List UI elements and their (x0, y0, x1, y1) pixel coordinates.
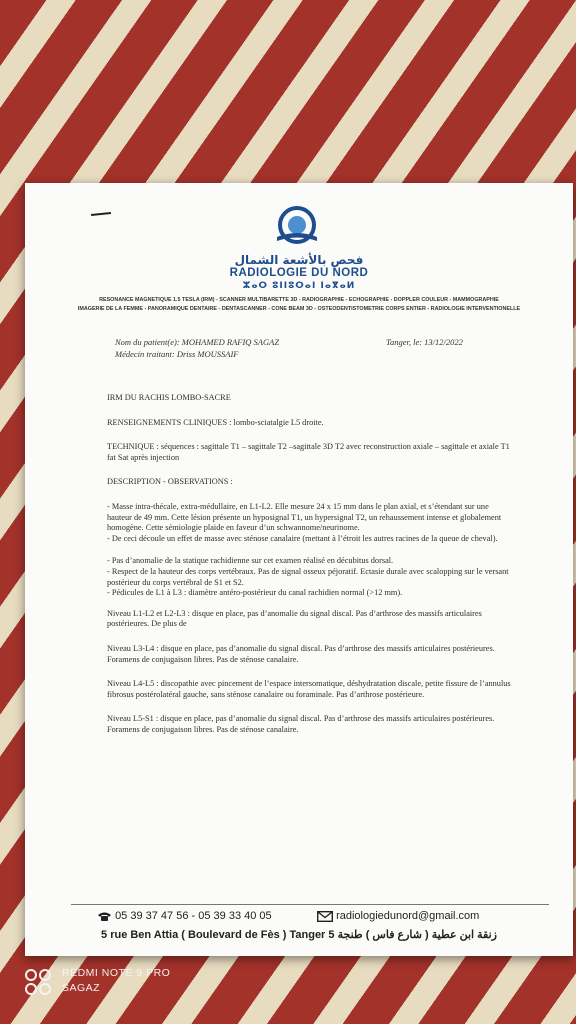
description-heading: DESCRIPTION - OBSERVATIONS : (107, 477, 233, 487)
report-title: IRM DU RACHIS LOMBO-SACRE (107, 393, 231, 402)
observation-paragraph: - Pas d’anomalie de la statique rachidienne sur cet examen réalisé en décubitus dorsal. (107, 556, 394, 566)
level-finding: Niveau L1-L2 et L2-L3 : disque en place, pas d’anomalie du signal discal. Pas d’arthrose des massifs articulaires postérieures. De plus de (107, 608, 482, 629)
report-sheet (25, 183, 573, 956)
observation-paragraph: - Respect de la hauteur des corps vertébraux. Pas de signal osseux péjoratif. Ectasie durale avec scalopping sur le versant postérieur du corps vertébral de S1 et S2. (107, 566, 509, 587)
services-line: IMAGERIE DE LA FEMME - PANORAMIQUE DENTAIRE - DENTASCANNER - CONE BEAM 3D - OSTEODENTISTOMETRIE CORPS ENTIER - RADIOLOGIE INTERVENTIONELLE (77, 306, 521, 312)
device-name: REDMI NOTE 9 PRO (62, 967, 171, 979)
observation-paragraph: - De ceci découle un effet de masse avec sténose canalaire (mettant à l’étroit les autres racines de la queue de cheval). (107, 533, 498, 543)
level-finding: Niveau L3-L4 : disque en place, pas d’anomalie du signal discal. Pas d’arthrose des massifs articulaires postérieures. Foramens de conjugaison libres. Pas de sténose canalaire. (107, 643, 495, 664)
clinic-name: RADIOLOGIE DU NORD (229, 267, 369, 279)
footer-divider (71, 904, 549, 905)
phone-numbers: 05 39 37 47 56 - 05 39 33 40 05 (115, 910, 272, 922)
pen-mark (91, 212, 111, 216)
level-finding: Niveau L5-S1 : disque en place, pas d’anomalie du signal discal. Pas d’arthrose des massifs articulaires postérieures. Foramens de conjugaison libres. Pas de sténose canalaire. (107, 714, 495, 734)
treating-doctor: Médecin traitant: Driss MOUSSAIF (115, 349, 239, 359)
services-list (39, 296, 559, 314)
level-finding: Niveau L4-L5 : discopathie avec pincement de l’espace intersomatique, déshydratation discale, petite fissure de l’annulus fibrosus postérolatéral gauche, sans sténose canalaire ou foraminale. Pas d’arthrose postérieure. (107, 679, 511, 699)
clinic-address: 5 rue Ben Attia ( Boulevard de Fès ) Tanger 5 زنقة ابن عطية ( شارع فاس ) طنجة (101, 929, 497, 941)
observation-paragraph: - Pédicules de L1 à L3 : diamètre antéro-postérieur du canal rachidien normal (>12 mm). (107, 588, 403, 598)
clinic-arabic-name: فحص بالأشعة الشمال (234, 253, 364, 267)
camera-dots-icon (24, 968, 52, 996)
footer-email (317, 910, 479, 922)
photo-author: SAGAZ (62, 982, 101, 994)
radiologie-du-nord-logo (273, 203, 321, 253)
technique: TECHNIQUE : séquences : sagittale T1 – sagittale T2 –sagittale 3D T2 avec reconstruction axiale – sagittale et axiale T1 fat Sat après injection (107, 442, 510, 462)
patient-name: Nom du patient(e): MOHAMED RAFIQ SAGAZ (115, 337, 280, 347)
footer-phones (97, 910, 272, 922)
email-link[interactable]: radiologiedunord@gmail.com (336, 910, 480, 922)
clinic-tifinagh-name: ⵣⴰⵔ ⵓⵏⵏⵓⵔⴰⵏ ⵏⴰⴳⴰⵍ (242, 281, 356, 291)
observation-paragraph: - Masse intra-thécale, extra-médullaire, en L1-L2. Elle mesure 24 x 15 mm dans le plan axial, et s’étendant sur une hauteur de 49 mm. Cette lésion présente un hyposignal T1, un hypersignal T2, un rehaussement intense et globalement homogène. Cette sémiologie plaide en faveur d’un schwannome/neurinome. (107, 501, 502, 533)
report-body (107, 393, 511, 735)
phone-icon (97, 911, 112, 922)
clinical-info: RENSEIGNEMENTS CLINIQUES : lombo-sciatalgie L5 droite. (107, 417, 324, 427)
place-date: Tanger, le: 13/12/2022 (386, 337, 463, 347)
mail-icon (317, 911, 333, 922)
services-line: RESONANCE MAGNETIQUE 1.5 TESLA (IRM) - SCANNER MULTIBARETTE 3D - RADIOGRAPHIE - ECHOGRAPHIE - DOPPLER COULEUR - MAMMOGRAPHIE (99, 297, 499, 303)
